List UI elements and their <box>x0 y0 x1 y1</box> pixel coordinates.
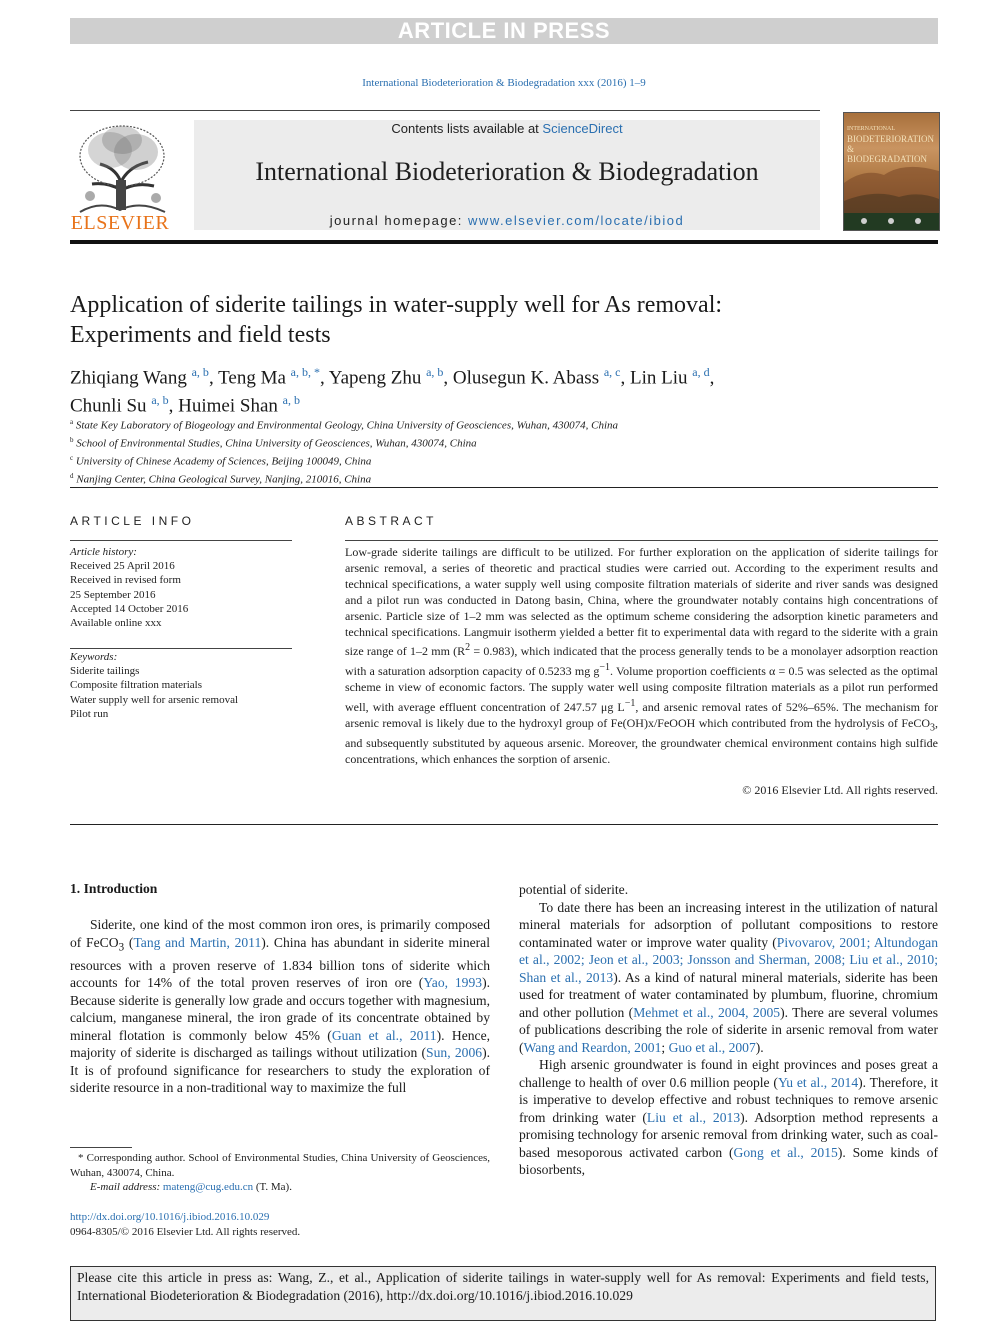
author-name[interactable]: Lin Liu <box>630 367 688 389</box>
keyword-item: Siderite tailings <box>70 665 140 678</box>
cover-title-line: INTERNATIONAL <box>847 126 895 132</box>
author-separator: , <box>208 367 219 389</box>
history-item: Accepted 14 October 2016 <box>70 602 189 615</box>
body-paragraph <box>70 916 490 1097</box>
issn-line: 0964-8305/© 2016 Elsevier Ltd. All rights reserved. <box>70 1226 301 1238</box>
body-text: ; <box>661 1039 669 1055</box>
sciencedirect-link[interactable]: ScienceDirect <box>542 121 623 136</box>
affiliations <box>70 415 930 488</box>
footnote-text: * Corresponding author. School of Environmental Studies, China University of Geosciences, Wuhan, 430074, China. <box>70 1152 490 1179</box>
section-rule <box>70 487 938 488</box>
author-affiliation-marker[interactable]: a, d <box>692 365 710 379</box>
affiliation-key: d <box>70 472 74 481</box>
body-text: ). <box>755 1039 764 1055</box>
abstract-part: . Volume proportion coefficients α = 0.5 was selected as the optimal scheme in view of economic factors. The supply water well using composite filtration materials as a pilot run performed well, with average effluent concentration of 247.57 μg L <box>345 664 938 715</box>
abstract-sup: −1 <box>624 698 636 710</box>
email-suffix: (T. Ma). <box>253 1181 292 1193</box>
body-text: ). China has abundant in siderite mineral resources with a proven reserve of 1.834 billion tons of siderite which accounts for 14% of the total proven reserves of iron ore ( <box>70 934 490 991</box>
journal-title: International Biodeterioration & Biodegradation <box>255 157 759 186</box>
article-history-label: Article history: <box>70 546 137 558</box>
keyword-item: Water supply well for arsenic removal <box>70 693 239 706</box>
history-item: Received 25 April 2016 <box>70 560 175 573</box>
history-item: Available online xxx <box>70 617 162 630</box>
abstract-text <box>345 545 938 768</box>
article-title-line: Experiments and field tests <box>70 322 331 348</box>
author-name[interactable]: Chunli Su <box>70 395 147 417</box>
author-affiliation-marker[interactable]: a, b <box>426 365 444 379</box>
author-list <box>70 361 930 418</box>
author-name[interactable]: Teng Ma <box>218 367 286 389</box>
author-affiliation-marker[interactable]: a, c <box>603 365 621 379</box>
abstract-rule <box>345 540 938 541</box>
keywords <box>70 650 300 721</box>
affiliation-item <box>70 433 930 451</box>
affiliation-item <box>70 469 930 487</box>
elsevier-wordmark: ELSEVIER <box>70 212 170 234</box>
body-rule <box>70 824 938 825</box>
author-name[interactable]: Huimei Shan <box>178 395 278 417</box>
citation-link[interactable]: Yu et al., 2014 <box>777 1074 859 1090</box>
history-item: 25 September 2016 <box>70 588 156 601</box>
citation-link[interactable]: Guan et al., 2011 <box>331 1027 437 1043</box>
affiliation-text: State Key Laboratory of Biogeology and Environmental Geology, China University of Geosciences, Wuhan, 430074, China <box>75 419 619 432</box>
journal-homepage-line <box>194 213 820 228</box>
affiliation-key: b <box>70 436 74 445</box>
author-separator: , <box>443 367 453 389</box>
article-title <box>70 290 930 350</box>
affiliation-key: c <box>70 454 74 463</box>
body-paragraph <box>519 1056 938 1179</box>
body-text: To date there has been an increasing interest in the utilization of natural mineral materials for adsorption of pollutant compositions to restore contaminated water or improve water quality ( <box>519 899 938 950</box>
author-separator: , <box>168 395 179 417</box>
body-text: ). Because siderite is generally low grade and occurs together with magnesium, calcium, manganese mineral, the iron grade of its concentrate obtained by mineral flotation is commonly below 45% ( <box>70 975 491 1043</box>
author-affiliation-marker[interactable]: a, b <box>151 393 169 408</box>
affiliation-text: School of Environmental Studies, China University of Geosciences, Wuhan, 430074, China <box>76 437 477 450</box>
history-item: Received in revised form <box>70 574 181 587</box>
homepage-link[interactable]: www.elsevier.com/locate/ibiod <box>468 213 685 228</box>
body-column-right <box>519 881 938 1179</box>
article-in-press-banner: ARTICLE IN PRESS <box>70 18 938 44</box>
affiliation-key: a <box>70 418 74 426</box>
citation-link[interactable]: Yao, 1993 <box>423 975 483 991</box>
citation-link[interactable]: Sun, 2006 <box>426 1045 483 1061</box>
abstract-copyright: © 2016 Elsevier Ltd. All rights reserved. <box>742 783 938 797</box>
citation-link[interactable]: Wang and Reardon, 2001 <box>523 1039 662 1055</box>
body-text: ). Adsorption method represents a promising technology for arsenic removal from drinking water, such as coal-based mesoporous activated carbon ( <box>519 1109 938 1160</box>
email-link[interactable]: mateng@cug.edu.cn <box>162 1181 254 1193</box>
author-name[interactable]: Yapeng Zhu <box>328 367 422 389</box>
body-text: High arsenic groundwater is found in eight provinces and poses great a challenge to health of over 0.6 million people ( <box>519 1057 938 1090</box>
article-title-line: Application of siderite tailings in water-supply well for As removal: <box>70 292 723 318</box>
keyword-item: Composite filtration materials <box>70 679 202 692</box>
author-separator: , <box>620 367 631 389</box>
introduction-heading: 1. Introduction <box>70 881 158 896</box>
body-text: ). As a kind of natural mineral materials, siderite has been used for treatment of water contaminated by plumbum, fluorine, chromium and other pollution ( <box>519 969 938 1020</box>
abstract-part: , and subsequently substituted by aqueous arsenic. Moreover, the groundwater chemical environment contains high sulfide concentrations, which enhances the sorption of arsenic. <box>345 716 938 767</box>
affiliation-text: University of Chinese Academy of Sciences, Beijing 100049, China <box>75 455 372 468</box>
body-text: ( <box>124 934 134 950</box>
citation-link[interactable]: Mehmet et al., 2004, 2005 <box>633 1004 781 1020</box>
keywords-rule <box>70 648 292 649</box>
header-thick-rule <box>70 240 938 244</box>
footnote-email-line <box>70 1180 490 1195</box>
email-label: E-mail address: <box>90 1181 163 1193</box>
author-affiliation-marker[interactable]: a, b, * <box>290 365 320 379</box>
article-history <box>70 545 300 630</box>
abstract-sub: 3 <box>930 722 935 734</box>
abstract-sup: −1 <box>599 662 611 674</box>
body-text: Siderite, one kind of the most common iron ores, is primarily composed of FeCO <box>70 917 490 950</box>
footnote-rule <box>70 1147 132 1148</box>
header-rule <box>70 110 820 111</box>
abstract-part: Low-grade siderite tailings are difficult to be utilized. For further exploration on the application of siderite tailings for arsenic removal, a series of theoretic and practical studies were carried out. According to the experiment results and technical specifications, a water supply well using composite filtration materials of siderite and river sands was designed and a pilot run was conducted in Datong basin, China, where the groundwater notably contains high concentrations of arsenic. Particle size of 1–2 mm was selected as the optimum scheme considering the adsorption kinetic parameters and technical specifications. Langmuir isotherm yielded a better fit to experimental data with regard to the siderite with a grain size range of 1–2 mm (R <box>345 545 938 659</box>
journal-reference-link[interactable]: International Biodeterioration & Biodegradation xxx (2016) 1–9 <box>362 77 646 89</box>
body-text: ). Therefore, it is imperative to develop effective and robust techniques to remove arsenic from drinking water ( <box>519 1074 938 1125</box>
corresponding-author-footnote <box>70 1151 490 1195</box>
cover-title <box>847 124 935 164</box>
citation-link[interactable]: Tang and Martin, 2011 <box>133 934 262 950</box>
citation-link[interactable]: Guo et al., 2007 <box>668 1039 756 1055</box>
author-name[interactable]: Olusegun K. Abass <box>452 367 600 389</box>
citation-box: Please cite this article in press as: Wang, Z., et al., Application of siderite tailings in water-supply well for As removal: Experiments and field tests, International Biodeterioration & Biodegradation (2016), http://dx.doi.org/10.1016/j.ibiod.2016.10.029 <box>70 1266 936 1321</box>
author-affiliation-marker[interactable]: a, b <box>282 393 300 408</box>
abstract-part: = 0.983), which indicated that the process generally tends to be a monolayer adsorption reaction with a saturation adsorption capacity of 0.5233 mg g <box>345 644 938 679</box>
keywords-label: Keywords: <box>70 651 118 663</box>
cover-title-line: & BIODEGRADATION <box>847 144 927 164</box>
body-sub: 3 <box>118 941 125 954</box>
author-name[interactable]: Zhiqiang Wang <box>70 367 187 389</box>
cover-title-line: BIODETERIORATION <box>847 134 934 144</box>
affiliation-item <box>70 451 930 469</box>
abstract-part: , and arsenic removal rates of 52%–65%. The mechanism for arsenic removal is likely due to the hydroxyl group of Fe(OH)x/FeOOH which contributed from the hydrolysis of FeCO <box>345 700 939 731</box>
article-info-heading: ARTICLE INFO <box>70 514 195 528</box>
body-paragraph: potential of siderite. <box>519 882 629 897</box>
author-separator: , <box>319 367 329 389</box>
abstract-heading: ABSTRACT <box>345 514 438 528</box>
body-paragraph <box>519 899 938 1057</box>
author-separator: , <box>709 367 715 389</box>
contents-line <box>194 121 820 136</box>
abstract-sup: 2 <box>465 642 471 654</box>
citation-link[interactable]: Liu et al., 2013 <box>646 1109 741 1125</box>
body-column-left <box>70 916 490 1097</box>
keyword-item: Pilot run <box>70 707 109 720</box>
author-affiliation-marker[interactable]: a, b <box>191 365 209 379</box>
body-text: ). There are several volumes of publications describing the role of siderite in arsenic removal from water ( <box>519 1004 938 1055</box>
body-text: ). It is of profound significance for researchers to study the exploration of siderite resource in a non-traditional way to maximize the full <box>70 1045 490 1096</box>
citation-link[interactable]: Gong et al., 2015 <box>733 1144 838 1160</box>
body-text: ). Hence, majority of siderite is discharged as tailings without utilization ( <box>70 1027 490 1061</box>
citation-link[interactable]: Pivovarov, 2001; Altundogan et al., 2002; Jeon et al., 2003; Jonsson and Sherman, 2008; Liu et al., 2010; Shan et al., 2013 <box>519 934 938 985</box>
article-info-rule <box>70 540 292 541</box>
body-text: ). Some kinds of biosorbents, <box>519 1144 938 1177</box>
affiliation-item <box>70 415 930 433</box>
affiliation-text: Nanjing Center, China Geological Survey, Nanjing, 210016, China <box>76 474 372 487</box>
homepage-prefix: journal homepage: <box>329 213 469 228</box>
doi-link[interactable]: http://dx.doi.org/10.1016/j.ibiod.2016.10.029 <box>70 1211 270 1223</box>
contents-prefix: Contents lists available at <box>391 121 543 136</box>
